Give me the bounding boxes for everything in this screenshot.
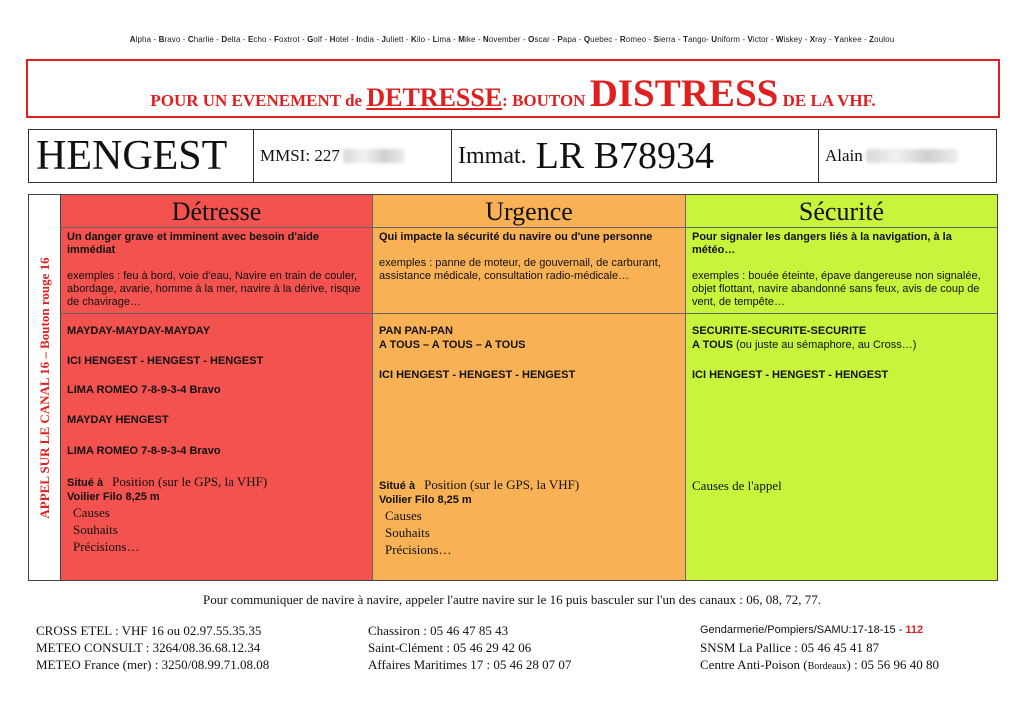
alphabet-word: Golf: [307, 35, 323, 44]
column-urgence: [372, 195, 685, 580]
contacts-col-1: [36, 622, 269, 673]
alphabet-word: Lima: [432, 35, 451, 44]
call-line: [692, 338, 992, 352]
antipoison-label: Centre Anti-Poison (: [700, 657, 808, 672]
examples-detresse: exemples : feu à bord, voie d'eau, Navire en train de couler, abordage, avarie, homme à la mer, navire à la dérive, risque de chavirage…: [67, 270, 361, 308]
contact-line: METEO CONSULT : 3264/08.36.68.12.34: [36, 640, 261, 655]
heading-detresse: Détresse: [61, 195, 372, 228]
item-precisions: Précisions…: [73, 539, 140, 554]
antipoison-city: Bordeaux: [807, 661, 847, 672]
alphabet-word: Sierra: [653, 35, 676, 44]
contact-line: METEO France (mer) : 3250/08.99.71.08.08: [36, 657, 270, 672]
owner-name: Alain: [825, 146, 863, 165]
alphabet-word: Zoulou: [869, 35, 895, 44]
mmsi-label: MMSI: 227: [260, 146, 340, 165]
item-causes: Causes: [385, 508, 422, 523]
script-detresse: [61, 314, 372, 555]
contact-line: [700, 656, 939, 675]
call-line: MAYDAY-MAYDAY-MAYDAY: [67, 325, 211, 337]
immat-cell: [452, 130, 819, 182]
alphabet-word: Foxtrot: [274, 35, 300, 44]
call-line: ICI HENGEST - HENGEST - HENGEST: [67, 355, 264, 367]
position-line: [379, 478, 680, 493]
banner-detresse: DETRESSE: [366, 83, 503, 112]
item-causes: Causes: [73, 505, 110, 520]
position-text: Position (sur le GPS, la VHF): [424, 477, 580, 492]
alphabet-word: Victor: [747, 35, 769, 44]
banner-distress: DISTRESS: [589, 72, 779, 115]
redacted-mmsi: [343, 149, 405, 163]
a-tous-label: A TOUS: [692, 339, 733, 351]
position-text: Position (sur le GPS, la VHF): [112, 474, 268, 489]
alphabet-word: Tango: [683, 35, 707, 44]
item-precisions: Précisions…: [385, 542, 452, 557]
alphabet-word: Papa: [557, 35, 577, 44]
alphabet-word: Kilo: [410, 35, 426, 44]
causes-de-lappel: Causes de l'appel: [692, 478, 782, 493]
banner-text-2: : BOUTON: [502, 91, 590, 110]
contact-line: [700, 622, 939, 639]
alphabet-word: Hotel: [329, 35, 349, 44]
contact-line: CROSS ETEL : VHF 16 ou 02.97.55.35.35: [36, 623, 262, 638]
script-urgence: [373, 314, 685, 558]
examples-securite: exemples : bouée éteinte, épave dangereuse non signalée, objet flottant, navire abandonné sans feux, avis de coup de vent, de tempête…: [692, 270, 981, 308]
owner-cell: [819, 130, 996, 182]
call-line: LIMA ROMEO 7-8-9-3-4 Bravo: [67, 384, 221, 396]
contact-line: Affaires Maritimes 17 : 05 46 28 07 07: [368, 657, 572, 672]
item-souhaits: Souhaits: [385, 525, 430, 540]
alphabet-word: Charlie: [187, 35, 214, 44]
situe-label: Situé à: [67, 477, 104, 489]
immat-value: LR B78934: [535, 135, 715, 177]
desc-detresse: [61, 228, 372, 314]
vessel-name: HENGEST: [29, 130, 254, 182]
immat-label: Immat.: [458, 142, 527, 169]
call-procedure-grid: [28, 194, 998, 581]
banner-text-3: DE LA VHF.: [778, 91, 876, 110]
alphabet-word: Yankee: [834, 35, 862, 44]
column-securite: [685, 195, 997, 580]
side-label: APPEL SUR LE CANAL 16 – Bouton rouge 16: [36, 256, 52, 519]
desc-securite: [686, 228, 997, 314]
heading-securite: Sécurité: [686, 195, 997, 228]
emergency-numbers: Gendarmerie/Pompiers/SAMU:17-18-15 -: [700, 624, 906, 636]
alphabet-word: Oscar: [528, 35, 550, 44]
examples-urgence: exemples : panne de moteur, de gouvernail, de carburant, assistance médicale, consultation radio-médicale…: [379, 257, 661, 282]
vessel-type: Voilier Filo 8,25 m: [67, 491, 160, 503]
alphabet-word: India: [356, 35, 375, 44]
alphabet-word: Bravo: [158, 35, 181, 44]
contacts-col-2: [368, 622, 571, 673]
alphabet-word: Delta: [221, 35, 241, 44]
alphabet-word: Alpha: [129, 35, 152, 44]
heading-urgence: Urgence: [373, 195, 685, 228]
banner-text-1: POUR UN EVENEMENT de: [150, 91, 367, 110]
definition-detresse: Un danger grave et imminent avec besoin d'aide immédiat: [67, 231, 320, 256]
antipoison-number: ) : 05 56 96 40 80: [846, 657, 939, 672]
alphabet-word: Xray: [809, 35, 827, 44]
redacted-owner: [866, 149, 958, 163]
call-line: LIMA ROMEO 7-8-9-3-4 Bravo: [67, 445, 221, 457]
contact-line: Chassiron : 05 46 47 85 43: [368, 623, 509, 638]
column-detresse: [61, 195, 372, 580]
definition-urgence: Qui impacte la sécurité du navire ou d'une personne: [379, 231, 653, 243]
alphabet-word: Wiskey: [775, 35, 803, 44]
alphabet-word: Juliett: [381, 35, 404, 44]
desc-urgence: [373, 228, 685, 314]
contact-line: SNSM La Pallice : 05 46 45 41 87: [700, 640, 880, 655]
call-line: PAN PAN-PAN: [379, 325, 453, 337]
contact-line: Saint-Clément : 05 46 29 42 06: [368, 640, 532, 655]
vessel-type: Voilier Filo 8,25 m: [379, 494, 472, 506]
distress-banner: [26, 59, 1000, 118]
alphabet-word: Mike: [458, 35, 476, 44]
script-securite: [686, 314, 997, 494]
vessel-id-box: [28, 129, 997, 183]
alphabet-word: Echo: [247, 35, 267, 44]
alphabet-word: Quebec: [583, 35, 613, 44]
phonetic-alphabet: Alpha - Bravo - Charlie - Delta - Echo - Foxtrot - Golf - Hotel - India - Juliett - Kilo - Lima - Mike - November - Oscar - Papa - Quebec - Romeo - Sierra - Tango- Uniform - Victor - Wiskey - Xray - Yankee - Zoulou: [129, 35, 895, 44]
number-112: 112: [905, 624, 924, 636]
alphabet-word: November: [482, 35, 521, 44]
channel-footnote: Pour communiquer de navire à navire, appeler l'autre navire sur le 16 puis basculer sur l'un des canaux : 06, 08, 72, 77.: [202, 592, 822, 607]
call-line: A TOUS – A TOUS – A TOUS: [379, 339, 526, 351]
call-line: ICI HENGEST - HENGEST - HENGEST: [692, 369, 889, 381]
call-line: SECURITE-SECURITE-SECURITE: [692, 325, 867, 337]
item-souhaits: Souhaits: [73, 522, 118, 537]
call-line: MAYDAY HENGEST: [67, 414, 169, 426]
a-tous-note: (ou juste au sémaphore, au Cross…): [732, 339, 917, 351]
call-line: ICI HENGEST - HENGEST - HENGEST: [379, 369, 576, 381]
position-line: [67, 475, 367, 490]
contacts-col-3: [700, 622, 939, 675]
definition-securite: Pour signaler les dangers liés à la navigation, à la météo…: [692, 231, 952, 256]
alphabet-word: Uniform: [711, 35, 741, 44]
mmsi-cell: [254, 130, 452, 182]
situe-label: Situé à: [379, 480, 416, 492]
side-label-cell: [29, 195, 61, 580]
alphabet-word: Romeo: [619, 35, 647, 44]
